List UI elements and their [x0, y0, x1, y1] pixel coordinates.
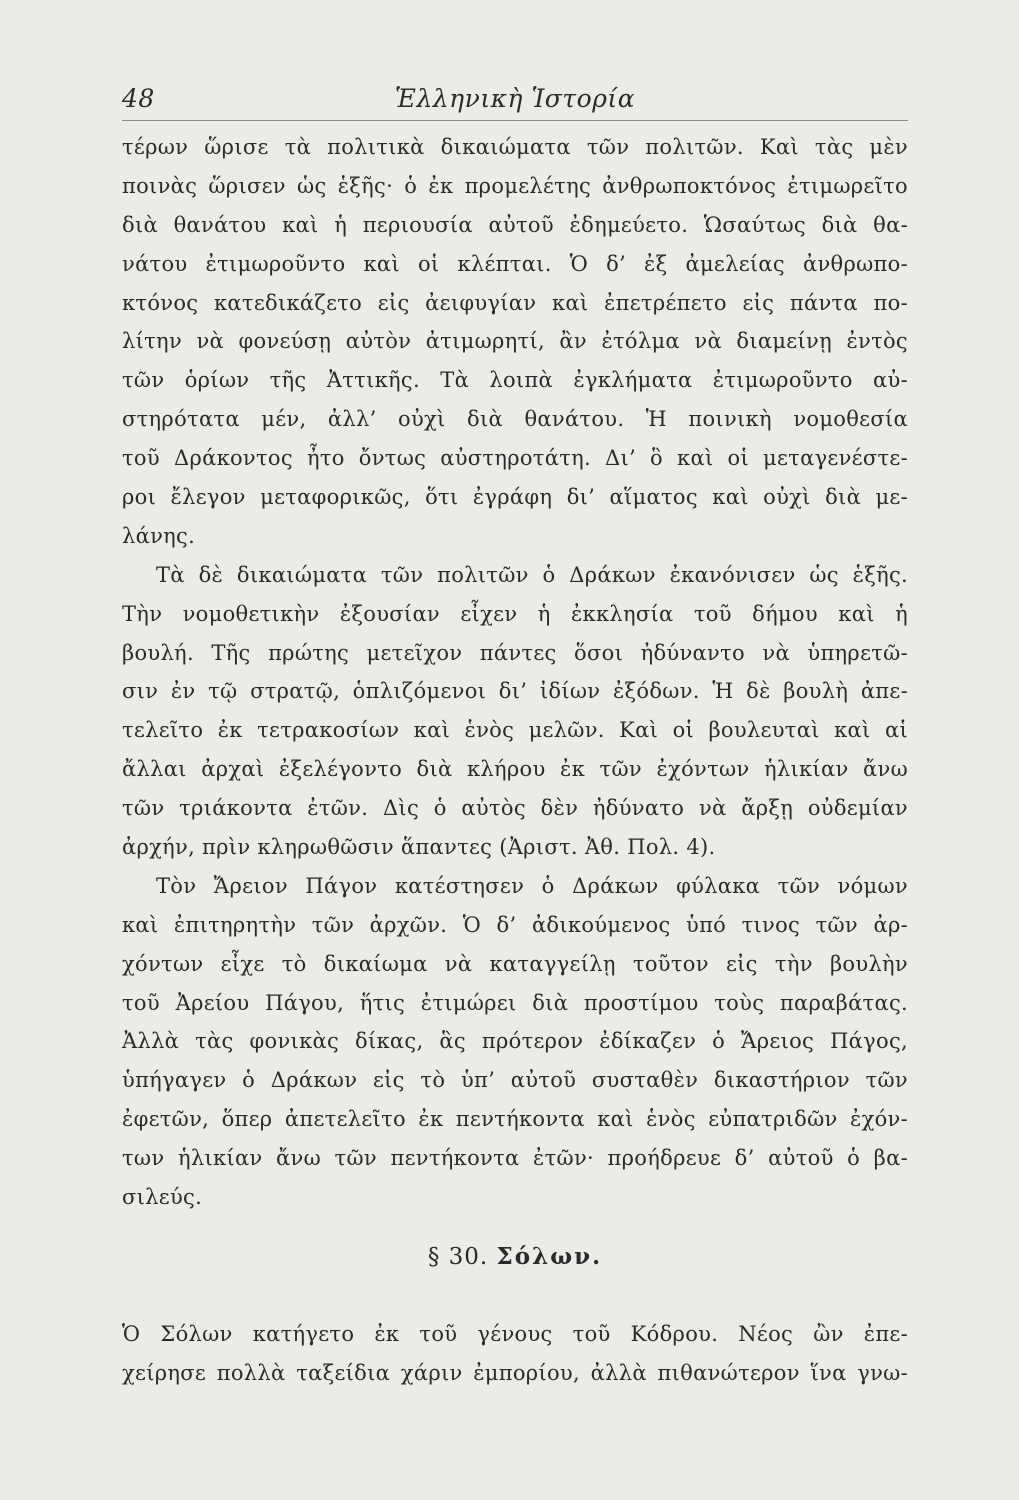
text-line: τοῦ Ἀρείου Πάγου, ἥτις ἐτιμώρει διὰ προστίμου τοὺς παραβάτας.: [122, 990, 908, 1015]
text-line: νάτου ἐτιμωροῦντο καὶ οἱ κλέπται. Ὁ δ’ ἐξ ἀμελείας ἀνθρωπο-: [122, 251, 908, 276]
text-line: ὑπήγαγεν ὁ Δράκων εἰς τὸ ὑπ’ αὐτοῦ συσταθὲν δικαστήριον τῶν: [122, 1068, 908, 1093]
section-heading: [122, 1235, 908, 1279]
text-line: Τὰ δὲ δικαιώματα τῶν πολιτῶν ὁ Δράκων ἐκανόνισεν ὡς ἑξῆς.: [156, 562, 908, 587]
text-line: τῶν τριάκοντα ἐτῶν. Δὶς ὁ αὐτὸς δὲν ἠδύνατο νὰ ἄρξῃ οὐδεμίαν: [122, 796, 908, 821]
text-line: ποινὰς ὥρισεν ὡς ἑξῆς· ὁ ἐκ προμελέτης ἀνθρωποκτόνος ἐτιμωρεῖτο: [122, 173, 908, 198]
text-line: διὰ θανάτου καὶ ἡ περιουσία αὐτοῦ ἐδημεύετο. Ὡσαύτως διὰ θα-: [122, 212, 908, 237]
text-line: λίτην νὰ φονεύσῃ αὐτὸν ἀτιμωρητί, ἂν ἐτόλμα νὰ διαμείνῃ ἐντὸς: [122, 329, 908, 354]
text-line: κτόνος κατεδικάζετο εἰς ἀειφυγίαν καὶ ἐπετρέπετο εἰς πάντα πο-: [122, 290, 908, 315]
text-line: χόντων εἶχε τὸ δικαίωμα νὰ καταγγείλῃ τοῦτον εἰς τὴν βουλὴν: [122, 951, 908, 976]
text-line: στηρότατα μέν, ἀλλ’ οὐχὶ διὰ θανάτου. Ἡ ποινικὴ νομοθεσία: [122, 407, 908, 432]
text-line: λάνης.: [122, 523, 196, 548]
text-line: των ἡλικίαν ἄνω τῶν πεντήκοντα ἐτῶν· προήδρευε δ’ αὐτοῦ ὁ βα-: [122, 1146, 908, 1171]
text-line: Ἀλλὰ τὰς φονικὰς δίκας, ἃς πρότερον ἐδίκαζεν ὁ Ἄρειος Πάγος,: [122, 1029, 908, 1054]
paragraph-3: [122, 867, 908, 1217]
text-line: σιλεύς.: [122, 1185, 203, 1210]
paragraph-4: [122, 1315, 908, 1393]
page-header: [122, 78, 908, 120]
section-number: § 30.: [427, 1243, 489, 1270]
text-line: Τὴν νομοθετικὴν ἐξουσίαν εἶχεν ἡ ἐκκλησία τοῦ δήμου καὶ ἡ: [122, 601, 908, 626]
text-line: Τὸν Ἄρειον Πάγον κατέστησεν ὁ Δράκων φύλακα τῶν νόμων: [156, 873, 908, 898]
page-number: 48: [122, 84, 155, 113]
text-line: τελεῖτο ἐκ τετρακοσίων καὶ ἑνὸς μελῶν. Καὶ οἱ βουλευταὶ καὶ αἱ: [122, 718, 908, 743]
section-title: Σόλων.: [496, 1242, 603, 1270]
text-line: καὶ ἐπιτηρητὴν τῶν ἀρχῶν. Ὁ δ’ ἀδικούμενος ὑπό τινος τῶν ἀρ-: [122, 912, 908, 937]
text-line: τῶν ὁρίων τῆς Ἀττικῆς. Τὰ λοιπὰ ἐγκλήματα ἐτιμωροῦντο αὐ-: [122, 368, 908, 393]
paragraph-1: [122, 128, 908, 556]
paragraph-2: [122, 556, 908, 867]
header-rule: [122, 120, 908, 121]
body-text: [122, 128, 908, 1393]
text-line: σιν ἐν τῷ στρατῷ, ὁπλιζόμενοι δι’ ἰδίων ἐξόδων. Ἡ δὲ βουλὴ ἀπε-: [122, 679, 908, 704]
running-title: Ἑλληνικὴ Ἱστορία: [394, 84, 636, 113]
text-line: τέρων ὥρισε τὰ πολιτικὰ δικαιώματα τῶν πολιτῶν. Καὶ τὰς μὲν: [122, 135, 908, 159]
text-line: ἄλλαι ἀρχαὶ ἐξελέγοντο διὰ κλήρου ἐκ τῶν ἐχόντων ἡλικίαν ἄνω: [122, 757, 908, 782]
text-line: βουλή. Τῆς πρώτης μετεῖχον πάντες ὅσοι ἠδύναντο νὰ ὑπηρετῶ-: [122, 640, 908, 665]
text-line: τοῦ Δράκοντος ἦτο ὄντως αὐστηροτάτη. Δι’ ὃ καὶ οἱ μεταγενέστε-: [122, 446, 908, 471]
text-line: ἐφετῶν, ὅπερ ἀπετελεῖτο ἐκ πεντήκοντα καὶ ἑνὸς εὐπατριδῶν ἐχόν-: [122, 1107, 908, 1132]
text-line: ἀρχήν, πρὶν κληρωθῶσιν ἅπαντες (Ἀριστ. Ἀθ. Πολ. 4).: [122, 835, 716, 860]
text-line: ροι ἔλεγον μεταφορικῶς, ὅτι ἐγράφη δι’ αἵματος καὶ οὐχὶ διὰ με-: [122, 485, 908, 510]
text-line: Ὁ Σόλων κατήγετο ἐκ τοῦ γένους τοῦ Κόδρου. Νέος ὢν ἐπε-: [122, 1321, 908, 1346]
text-line: χείρησε πολλὰ ταξείδια χάριν ἐμπορίου, ἀλλὰ πιθανώτερον ἵνα γνω-: [122, 1360, 908, 1385]
